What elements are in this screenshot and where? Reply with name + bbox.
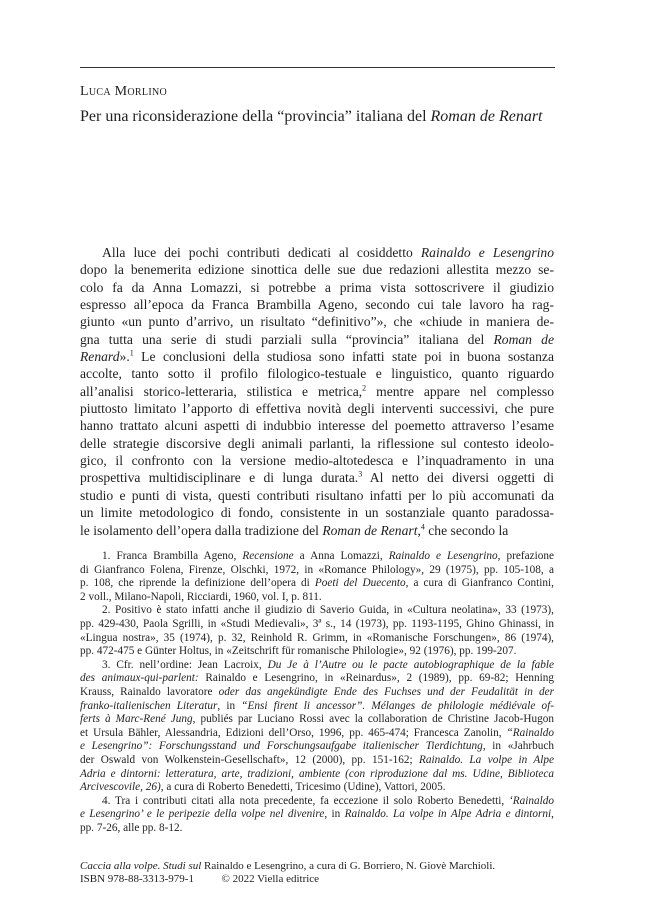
text-run: , a cura di Gianfranco Contini, [405,577,554,590]
note-line [80,618,554,632]
italic-run: “Ensi firent li ancessor”. Mélanges de philologie médiévale of- [241,699,554,712]
header-rule [80,67,555,68]
text-run: pp. 472-475 e Günter Holtus, in «Zeitschrift für romanische Philologie», 92 (1976), pp. 199-207. [80,645,517,658]
text-run: un limite metodologico di fondo, consistente in un sostanziale quanto paradossa- [80,505,554,521]
text-run: , publiés par Luciano Rossi avec la collaboration de Christine Jacob-Hugon [192,713,554,726]
italic-run: Recensione [242,550,294,562]
italic-run: ‘Rainaldo [509,794,554,807]
text-run: ». [119,349,130,365]
note-line [80,686,554,700]
footnote-ref[interactable]: 2 [362,383,367,393]
italic-run: Roman de [493,331,554,347]
note-line [80,795,554,809]
footnote-ref[interactable]: 1 [129,348,134,358]
text-run: Alla luce dei pochi contributi dedicati al cosiddetto [102,245,421,260]
text-run: che secondo la [424,522,509,538]
text-run: , in «Jahrbuch [482,740,554,753]
body-line [80,469,554,486]
body-line [80,400,554,417]
body-line [80,522,554,539]
body-line [80,348,554,365]
note-line [80,645,554,659]
body-line [80,383,554,400]
text-run: 1. Franca Brambilla Ageno, [102,550,243,562]
text-run: studio e punti di vista, questi contributi risultano infatti per lo più accomunati da [80,487,554,503]
text-run: pp. 7-26, alle pp. 8-12. [80,821,183,834]
body-line [80,296,554,313]
note-line [80,740,554,754]
footer-citation [80,860,495,873]
text-run: di Gianfranco Folena, Firenze, Olschki, 1972, in «Romance Philology», 29 (1975), pp. 105-108, a [80,563,554,576]
page-footer [80,860,495,886]
note-line [80,659,554,673]
note-line [80,808,554,822]
italic-run: Poeti del Duecento [314,577,406,590]
italic-run: Rainaldo e Lesengrino [420,245,554,260]
text-run: , a cura di Roberto Benedetti, Tricesimo (Udine), Vattori, 2005. [160,781,446,794]
text-run: , [417,522,421,538]
text-run: Krauss, Rainaldo lavoratore [80,685,219,698]
text-run: gna tutta una serie di studi parziali sulla “provincia” italiana del [80,331,494,347]
title-italic: Roman de Renart [430,108,543,125]
note-line [80,822,554,836]
italic-run: Renard [80,349,120,365]
italic-run: ferts à Marc-René Jung [80,713,193,726]
text-run: 4. Tra i contributi citati alla nota precedente, fa eccezione il solo Roberto Benedetti, [102,794,509,807]
text-run: et Ursula Bähler, Alessandria, Edizioni dell’Orso, 1996, pp. 465-474; Francesca Zanolin, [80,726,507,739]
note-line [80,550,554,564]
body-line [80,452,554,469]
text-run: espresso all’epoca da Franca Brambilla Ageno, secondo cui tale lavoro ha rag- [80,297,554,313]
note-line [80,632,554,646]
italic-run: Adria e dintorni: letteratura, arte, tradizioni, ambiente (con riproduzione dal ms. Udine, Biblioteca [80,767,554,780]
note-line [80,754,554,768]
body-line [80,313,554,330]
footer-book-title: Caccia alla volpe. Studi sul [80,860,202,872]
text-run: , prefazione [497,550,554,562]
italic-run: Roman de Renart [322,522,418,538]
italic-run: oder das angekündigte Ende des Fuchses und der Feudalität in der [218,685,554,698]
text-run: 3. Cfr. nell’ordine: Jean Lacroix, [102,658,268,671]
text-run: mentre appare nel complesso [366,383,554,399]
text-run: giunto «un punto d’arrivo, un risultato “definitivo”», che «chiude in maniera de- [80,314,554,330]
italic-run: Rainaldo. La volpe in Alpe Adria e dintorni [344,808,552,821]
text-run: 2. Positivo è stato infatti anche il giudizio di Saverio Guida, in «Cultura neolatina», 33 (1973), [102,604,554,617]
note-line [80,700,554,714]
text-run: accolte, tanto sotto il profilo filologico-testuale e linguistico, quanto riguardo [80,366,554,382]
note-line [80,577,554,591]
body-line [80,504,554,521]
text-run: der Oswald von Wolkenstein-Gesellschaft», 12 (2000), pp. 151-162; [80,753,419,766]
note-line [80,604,554,618]
text-run: Le conclusioni della studiosa sono infatti state poi in buona sostanza [133,349,554,365]
text-run: dopo la benemerita edizione sinottica delle sue due redazioni allestita mezzo se- [80,262,554,278]
text-run: delle strategie discorsive degli animali parlanti, la riflessione sul contesto ideolo- [80,435,554,451]
text-run: 2 voll., Milano-Napoli, Ricciardi, 1960, vol. I, p. 811. [80,590,322,603]
text-run: le isolamento dell’opera dalla tradizione del [80,522,323,538]
italic-run: des animaux-qui-parlent: [80,672,199,685]
body-line [80,279,554,296]
footnote-ref[interactable]: 3 [358,469,363,479]
body-line [80,331,554,348]
note-line [80,768,554,782]
text-run: «Lingua nostra», 35 (1974), p. 32, Reinhold R. Grimm, in «Romanische Forschungen», 86 (1974), [80,631,554,644]
italic-run: Du Je à l’Autre ou le pacte autobiographique de la fable [267,658,555,671]
body-line [80,435,554,452]
text-run: , in [324,808,345,821]
text-run: gico, il confronto con la versione medio-altotedesca e l’inquadramento in una [80,453,554,469]
italic-run: Arcivescovile, 26) [80,781,161,794]
text-run: a Anna Lomazzi, [293,550,389,562]
footer-editors: Rainaldo e Lesengrino, a cura di G. Borriero, N. Giovè Marchioli. [201,860,496,872]
body-line [80,487,554,504]
italic-run: e Lesengrino”: Forschungsstand und Forschungsaufgabe italienischer Tierdichtung [80,740,483,753]
body-line [80,417,554,434]
note-line [80,727,554,741]
italic-run: Rainaldo e Lesengrino [388,550,498,562]
text-run: piuttosto limitato l’apporto di effettiva novità degli interventi successivi, che pure [80,401,554,417]
body-text [80,244,554,539]
article-title [80,108,543,126]
italic-run: e Lesengrino’ e le peripezie della volpe nel divenire [80,808,325,821]
body-line [80,244,554,261]
note-line [80,591,554,605]
text-run: all’analisi storico-letteraria, stilistica e metrica, [80,383,363,399]
text-run: Al netto dei diversi oggetti di [362,470,554,486]
note-line [80,672,554,686]
note-line [80,713,554,727]
text-run: hanno trattato alcuni aspetti di indubbio interesse del poemetto attraverso l’esame [80,418,554,434]
text-run: , in [217,699,242,712]
text-run: pp. 429-430, Paola Sgrilli, in «Studi Medievali», 3ª s., 14 (1973), pp. 1193-1195, Ghino Ghinassi, in [80,617,554,630]
note-line [80,781,554,795]
author-name: Luca Morlino [80,84,167,99]
text-run: , [551,808,554,821]
body-line [80,365,554,382]
italic-run: Rainaldo. La volpe in Alpe [418,753,554,766]
italic-run: “Rainaldo [506,726,554,739]
body-line [80,261,554,278]
italic-run: franko-italienischen Literatur [80,699,218,712]
title-text: Per una riconsiderazione della “provincia” italiana del [80,108,431,125]
text-run: Rainaldo e Lesengrino, in «Reinardus», 2 (1989), pp. 69-82; Henning [198,672,554,685]
footnotes [80,550,554,835]
footer-isbn: ISBN 978-88-3313-979-1 © 2022 Viella editrice [80,873,320,885]
note-line [80,564,554,578]
text-run: prospettiva multidisciplinare e di lunga durata. [80,470,359,486]
text-run: p. 108, che riprende la definizione dell’opera di [80,577,315,590]
text-run: colo fa da Anna Lomazzi, si potrebbe a prima vista sottoscrivere il giudizio [80,279,554,295]
footnote-ref[interactable]: 4 [420,521,425,531]
